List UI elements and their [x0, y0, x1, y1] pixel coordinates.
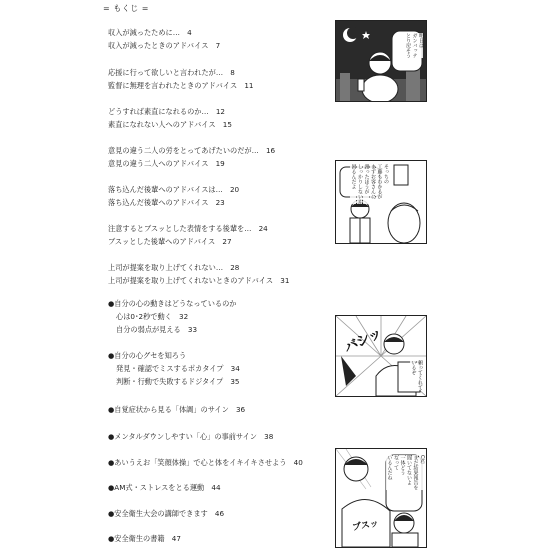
panel-1-bubble	[393, 33, 423, 58]
toc-entry: ●自分の心グセを知ろう	[108, 351, 187, 360]
toc-entry: ●自分の心の動きはどうなっているのか	[108, 299, 237, 308]
bubble-text: ガンバッテ	[411, 33, 418, 58]
toc-entry: ●安全衛生の書籍 47	[108, 534, 181, 543]
sound-effect-text: バシッ	[341, 325, 384, 357]
toc-entry: 監督に無理を言われたときのアドバイス 11	[108, 81, 254, 90]
toc-entry: 応援に行って欲しいと言われたが… 8	[108, 68, 235, 77]
toc-entry: 心は0･2秒で動く 32	[116, 312, 189, 321]
toc-entry: ブスッとした後輩へのアドバイス 27	[108, 237, 232, 246]
toc-entry: 上司が提案を取り上げてくれない… 28	[108, 263, 240, 272]
panel-3-sfx	[341, 325, 384, 357]
toc-entry: 収入が減ったときのアドバイス 7	[108, 41, 221, 50]
bubble-text: 頼ってくれて	[417, 360, 423, 390]
bubble-text: 一体どう	[399, 455, 405, 490]
toc-entry: ●あいうえお「笑顔体操」で心と体をイキイキさせよう 40	[108, 458, 303, 467]
bubble-text: いるぞ	[410, 360, 416, 390]
bubble-text: 工藤もわかるが	[376, 164, 382, 204]
toc-entry: 落ち込んだ後輩へのアドバイス 23	[108, 198, 225, 207]
toc-entry: ●AM式・ストレスをとる運動 44	[108, 483, 221, 492]
sound-effect-text: ブスッ	[351, 518, 380, 534]
bubble-text: とり戻そう	[405, 33, 411, 58]
bubble-text: まだ結果報告を	[412, 455, 419, 490]
toc-entry: ●安全衛生大会の講師できます 46	[108, 509, 225, 518]
toc-entry: 収入が減ったために… 4	[108, 28, 192, 37]
bubble-text: 聞いてないよ	[406, 455, 412, 490]
toc-entry: 素直になれない人へのアドバイス 15	[108, 120, 232, 129]
panel-2-bubble	[348, 164, 388, 204]
bubble-text: しっかりしないか	[357, 164, 363, 204]
panel-3-bubble	[394, 360, 422, 390]
bubble-text: 謝ったほうが	[363, 164, 369, 204]
toc-entry: 落ち込んだ後輩へのアドバイスは… 20	[108, 185, 240, 194]
toc-entry: 注意するとブスッとした表情をする後輩を… 24	[108, 224, 268, 233]
bubble-text: 明日は	[418, 33, 424, 58]
toc-entry: 発見・確認でミスするポカタイプ 34	[116, 364, 240, 373]
panel-4-bubble	[388, 455, 424, 490]
bubble-text: 困るんだよ	[350, 164, 356, 204]
bubble-text: そっちの	[383, 164, 389, 204]
toc-heading: = もくじ =	[103, 4, 149, 13]
bubble-text: C君	[419, 455, 425, 490]
toc-entry: どうすれば素直になれるのか… 12	[108, 107, 225, 116]
toc-entry: 意見の違う二人へのアドバイス 19	[108, 159, 225, 168]
bubble-text: なって	[393, 455, 399, 490]
toc-entry: 意見の違う二人の労をとってあげたいのだが… 16	[108, 146, 276, 155]
toc-entry: 自分の弱点が見える 33	[116, 325, 198, 334]
bubble-text: いるんだね	[386, 455, 392, 490]
toc-entry: 上司が提案を取り上げてくれないときのアドバイス 31	[108, 276, 290, 285]
toc-entry: ●自覚症状から見る「体調」のサイン 36	[108, 405, 246, 414]
toc-entry: 判断・行動で失敗するドジタイプ 35	[116, 377, 240, 386]
toc-entry: ●メンタルダウンしやすい「心」の事前サイン 38	[108, 432, 274, 441]
bubble-text: まずお客さんに	[370, 164, 376, 204]
